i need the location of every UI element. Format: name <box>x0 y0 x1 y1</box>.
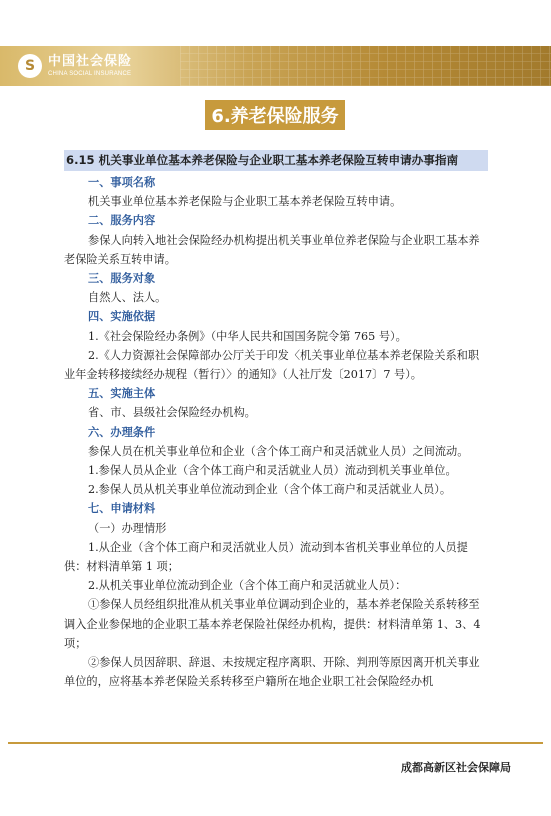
footer-divider <box>8 742 543 744</box>
subheading: （一）办理情形 <box>88 521 167 535</box>
list-item: 1.《社会保险经办条例》（中华人民共和国国务院令第 765 号）。 <box>88 329 407 343</box>
logo-en: CHINA SOCIAL INSURANCE <box>48 71 132 77</box>
paragraph: 参保人向转入地社会保险经办机构提出机关事业单位养老保险与企业职工基本养老保险关系互转申请。 <box>64 233 480 266</box>
paragraph: 省、市、县级社会保险经办机构。 <box>88 406 256 420</box>
heading-implementing-body: 五、实施主体 <box>88 387 156 401</box>
heading-service-content: 二、服务内容 <box>88 214 156 228</box>
list-item: 1.从企业（含个体工商户和灵活就业人员）流动到本省机关事业单位的人员提供：材料清单第 1 项； <box>64 540 468 574</box>
heading-conditions: 六、办理条件 <box>88 425 156 439</box>
heading-legal-basis: 四、实施依据 <box>88 310 156 324</box>
heading-materials: 七、申请材料 <box>88 502 156 516</box>
document-body <box>64 150 488 691</box>
heading-service-target: 三、服务对象 <box>88 272 156 286</box>
logo-cn: 中国社会保险 <box>48 54 133 69</box>
paragraph: 机关事业单位基本养老保险与企业职工基本养老保险互转申请。 <box>88 195 402 209</box>
list-item: 2.参保人员从机关事业单位流动到企业（含个体工商户和灵活就业人员）。 <box>88 483 452 497</box>
list-item: 2.《人力资源社会保障部办公厅关于印发〈机关事业单位基本养老保险关系和职业年金转移接续经办规程（暂行）〉的通知》（人社厅发〔2017〕7 号）。 <box>64 348 480 382</box>
logo-icon: S <box>18 54 42 78</box>
paragraph: 参保人员在机关事业单位和企业（含个体工商户和灵活就业人员）之间流动。 <box>88 444 469 458</box>
logo <box>18 50 132 82</box>
list-item: 1.参保人员从企业（含个体工商户和灵活就业人员）流动到机关事业单位。 <box>88 464 457 478</box>
footer-org: 成都高新区社会保障局 <box>401 761 511 774</box>
paragraph: 自然人、法人。 <box>88 291 167 305</box>
heading-item-name: 一、事项名称 <box>88 176 156 189</box>
logo-text <box>48 55 132 77</box>
section-title: 6.养老保险服务 <box>205 100 345 130</box>
banner-pattern <box>180 46 551 86</box>
list-item: ②参保人员因辞职、辞退、未按规定程序离职、开除、判刑等原因离开机关事业单位的，应将基本养老保险关系转移至户籍所在地企业职工社会保险经办机 <box>64 656 480 689</box>
document-title: 6.15 机关事业单位基本养老保险与企业职工基本养老保险互转申请办事指南 <box>64 150 488 171</box>
list-item: ①参保人员经组织批准从机关事业单位调动到企业的，基本养老保险关系转移至调入企业参保地的企业职工基本养老保险社保经办机构，提供：材料清单第 1、3、4 项； <box>64 598 481 650</box>
list-item: 2.从机关事业单位流动到企业（含个体工商户和灵活就业人员）： <box>88 579 407 593</box>
